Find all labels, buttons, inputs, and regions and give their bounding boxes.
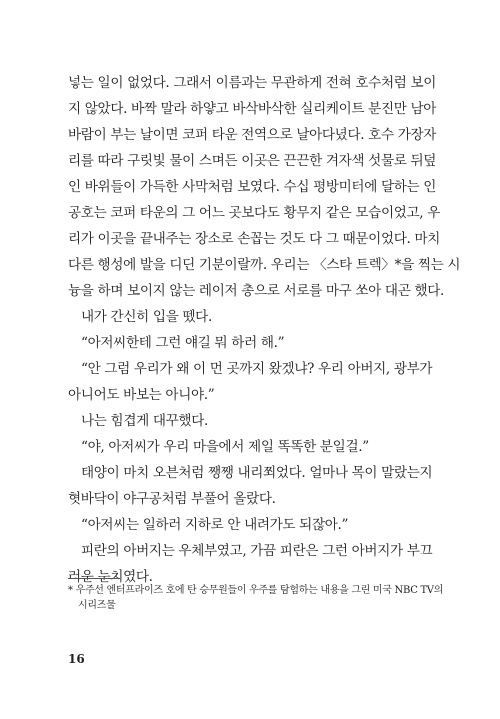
text-line: 공호는 코퍼 타운의 그 어느 곳보다도 황무지 같은 모습이었고, 우 <box>68 205 441 221</box>
footnote-line: * 우주선 엔터프라이즈 호에 탄 승무원들이 우주를 탐험하는 내용을 그린 미국 NBC TV의 <box>68 585 444 596</box>
text-line: 지 않았다. 바짝 말라 하얗고 바삭바삭한 실리케이트 분진만 남아 <box>68 101 437 117</box>
text-line: 리를 따라 구릿빛 물이 스며든 이곳은 끈끈한 겨자색 섯물로 뒤덮 <box>68 153 437 169</box>
text-line: 다른 행성에 발을 디딘 기분이랄까. 우리는 〈스타 트렉〉*을 찍는 시 <box>68 257 461 273</box>
text-line: 나는 힘겹게 대꾸했다. <box>81 413 208 429</box>
footnote-divider <box>68 578 120 579</box>
text-line: “아저씨는 일하러 지하로 안 내려가도 되잖아.” <box>81 517 349 533</box>
text-line: 인 바위들이 가득한 사막처럼 보였다. 수십 평방미터에 달하는 인 <box>68 179 437 195</box>
page-number: 16 <box>68 652 85 666</box>
footnote-line: 시리즈물 <box>78 600 116 611</box>
text-line: 태양이 마치 오븐처럼 쨍쨍 내리쬐었다. 얼마나 목이 말랐는지 <box>81 465 433 481</box>
text-line: 늉을 하며 보이지 않는 레이저 총으로 서로를 마구 쏘아 대곤 했다. <box>68 283 445 299</box>
text-line: 피란의 아버지는 우체부였고, 가끔 피란은 그런 아버지가 부끄 <box>81 543 433 559</box>
footnote <box>68 583 444 613</box>
text-line: 리가 이곳을 끝내주는 장소로 손꼽는 것도 다 그 때문이었다. 마치 <box>68 231 441 247</box>
text-line: 아니어도 바보는 아니야.” <box>68 387 215 403</box>
text-line: 넣는 일이 없었다. 그래서 이름과는 무관하게 전혀 호수처럼 보이 <box>68 75 437 91</box>
text-line: “아저씨한테 그런 얘길 뭐 하러 해.” <box>81 335 285 351</box>
text-line: 러운 눈치였다. <box>68 569 153 585</box>
text-line: 내가 간신히 입을 뗐다. <box>81 309 212 325</box>
text-line: 바람이 부는 날이면 코퍼 타운 전역으로 날아다녔다. 호수 가장자 <box>68 127 437 143</box>
text-line: “안 그럼 우리가 왜 이 먼 곳까지 왔겠냐? 우리 아버지, 광부가 <box>81 361 433 377</box>
text-line: “야, 아저씨가 우리 마을에서 제일 똑똑한 분일걸.” <box>81 439 369 455</box>
body-text <box>68 70 461 590</box>
text-line: 혓바닥이 야구공처럼 부풀어 올랐다. <box>68 491 276 507</box>
